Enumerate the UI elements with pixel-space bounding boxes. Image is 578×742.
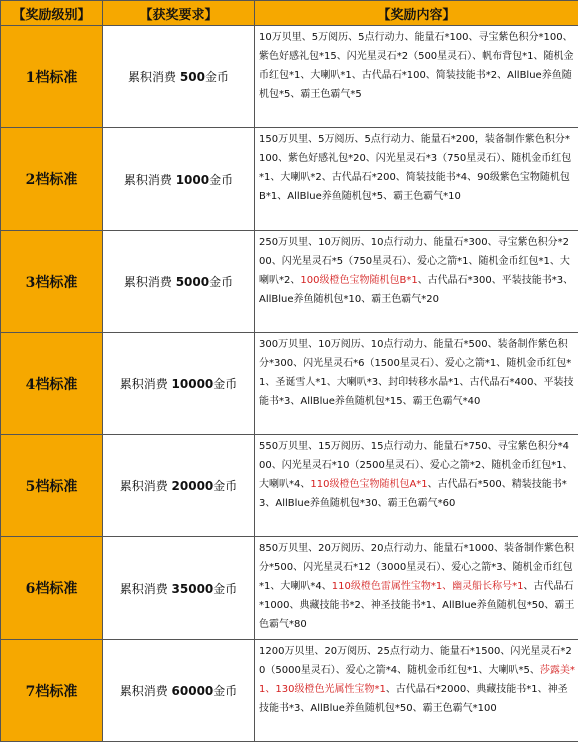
- requirement-prefix: 累积消费: [120, 582, 168, 596]
- reward-text: 、古代晶石*500、精装技能书*3、AllBlue养鱼随机包*30、霸王色霸气*60: [259, 479, 567, 509]
- table-row: [1, 333, 578, 435]
- reward-text: 250万贝里、10万阅历、10点行动力、能量石*300、寻宝紫色积分*200、闪光星灵石*5（750星灵石）、爱心之箭*1、随机金币红包*1、大喇叭*2、: [259, 237, 570, 286]
- requirement-prefix: 累积消费: [128, 70, 176, 84]
- table-row: [1, 537, 578, 640]
- reward-requirement: [103, 333, 255, 435]
- requirement-unit: 金币: [213, 377, 237, 391]
- reward-content: [255, 435, 578, 537]
- reward-content: [255, 128, 578, 231]
- header-row: [1, 1, 578, 26]
- requirement-prefix: 累积消费: [120, 377, 168, 391]
- reward-text: 、古代晶石*300、平装技能书*3、AllBlue养鱼随机包*10、霸王色霸气*20: [259, 275, 573, 305]
- reward-text: 、古代晶石*2000、典藏技能书*1、神圣技能书*3、AllBlue养鱼随机包*50、霸王色霸气*100: [259, 684, 568, 714]
- requirement-amount: 60000: [172, 684, 214, 698]
- reward-text: 550万贝里、15万阅历、15点行动力、能量石*750、寻宝紫色积分*400、闪光星灵石*10（2500星灵石）、爱心之箭*2、随机金币红包*1、大喇叭*4、: [259, 441, 573, 490]
- reward-text: 1200万贝里、20万阅历、25点行动力、能量石*1500、闪光星灵石*20（5000星灵石）、爱心之箭*4、随机金币红包*1、大喇叭*5、: [259, 646, 572, 676]
- reward-content: [255, 640, 578, 742]
- header-content: 【奖励内容】: [255, 1, 578, 26]
- requirement-amount: 10000: [172, 377, 214, 391]
- requirement-unit: 金币: [213, 684, 237, 698]
- reward-text: 300万贝里、10万阅历、10点行动力、能量石*500、装备制作紫色积分*300、闪光星灵石*6（1500星灵石）、爱心之箭*1、随机金币红包*1、圣诞雪人*1、大喇叭*3、封印转移水晶*1、古代晶石*400、平装技能书*3、AllBlue养鱼随机包*15、霸王色霸气*40: [259, 339, 574, 407]
- reward-level: 6档标准: [1, 537, 103, 640]
- reward-requirement: [103, 435, 255, 537]
- reward-text: 10万贝里、5万阅历、5点行动力、能量石*100、寻宝紫色积分*100、紫色好感礼包*15、闪光星灵石*2（500星灵石）、帆布背包*1、随机金币红包*1、大喇叭*1、古代晶石*100、简装技能书*2、AllBlue养鱼随机包*5、霸王色霸气*5: [259, 32, 574, 100]
- reward-requirement: [103, 537, 255, 640]
- requirement-prefix: 累积消费: [120, 684, 168, 698]
- table-row: [1, 640, 578, 742]
- requirement-prefix: 累积消费: [124, 173, 172, 187]
- reward-requirement: [103, 128, 255, 231]
- reward-level: 3档标准: [1, 231, 103, 333]
- requirement-amount: 20000: [172, 479, 214, 493]
- reward-text: 850万贝里、20万阅历、20点行动力、能量石*1000、装备制作紫色积分*500、闪光星灵石*12（3000星灵石）、爱心之箭*3、随机金币红包*1、大喇叭*4、: [259, 543, 574, 592]
- reward-level: 5档标准: [1, 435, 103, 537]
- table-row: [1, 26, 578, 128]
- header-level: 【奖励级别】: [1, 1, 103, 26]
- requirement-prefix: 累积消费: [124, 275, 172, 289]
- requirement-prefix: 累积消费: [120, 479, 168, 493]
- reward-level: 7档标准: [1, 640, 103, 742]
- reward-text: 150万贝里、5万阅历、5点行动力、能量石*200，装备制作紫色积分*100、紫色好感礼包*20、闪光星灵石*3（750星灵石）、随机金币红包*1、大喇叭*2、古代晶石*200、简装技能书*4、90级紫色宝物随机包B*1、AllBlue养鱼随机包*5、霸王色霸气*10: [259, 134, 571, 202]
- requirement-unit: 金币: [205, 70, 229, 84]
- reward-content: [255, 231, 578, 333]
- reward-highlight-text: 莎露美*1、130级橙色光属性宝物*1: [259, 665, 575, 695]
- table-row: [1, 128, 578, 231]
- requirement-amount: 500: [180, 70, 205, 84]
- reward-highlight-text: 100级橙色宝物随机包B*1: [300, 275, 417, 286]
- reward-text: 、古代晶石*1000、典藏技能书*2、神圣技能书*1、AllBlue养鱼随机包*50、霸王色霸气*80: [259, 581, 574, 630]
- requirement-unit: 金币: [209, 275, 233, 289]
- reward-highlight-text: 110级橙色宝物随机包A*1: [310, 479, 427, 490]
- requirement-unit: 金币: [213, 479, 237, 493]
- reward-content: [255, 26, 578, 128]
- reward-requirement: [103, 231, 255, 333]
- requirement-amount: 5000: [176, 275, 209, 289]
- table-row: [1, 435, 578, 537]
- header-requirement: 【获奖要求】: [103, 1, 255, 26]
- table-row: [1, 231, 578, 333]
- reward-requirement: [103, 640, 255, 742]
- reward-content: [255, 333, 578, 435]
- reward-level: 1档标准: [1, 26, 103, 128]
- reward-requirement: [103, 26, 255, 128]
- reward-level: 2档标准: [1, 128, 103, 231]
- requirement-amount: 35000: [172, 582, 214, 596]
- reward-content: [255, 537, 578, 640]
- requirement-unit: 金币: [209, 173, 233, 187]
- requirement-unit: 金币: [213, 582, 237, 596]
- reward-highlight-text: 110级橙色雷属性宝物*1、幽灵船长称号*1: [332, 581, 524, 592]
- requirement-amount: 1000: [176, 173, 209, 187]
- reward-level: 4档标准: [1, 333, 103, 435]
